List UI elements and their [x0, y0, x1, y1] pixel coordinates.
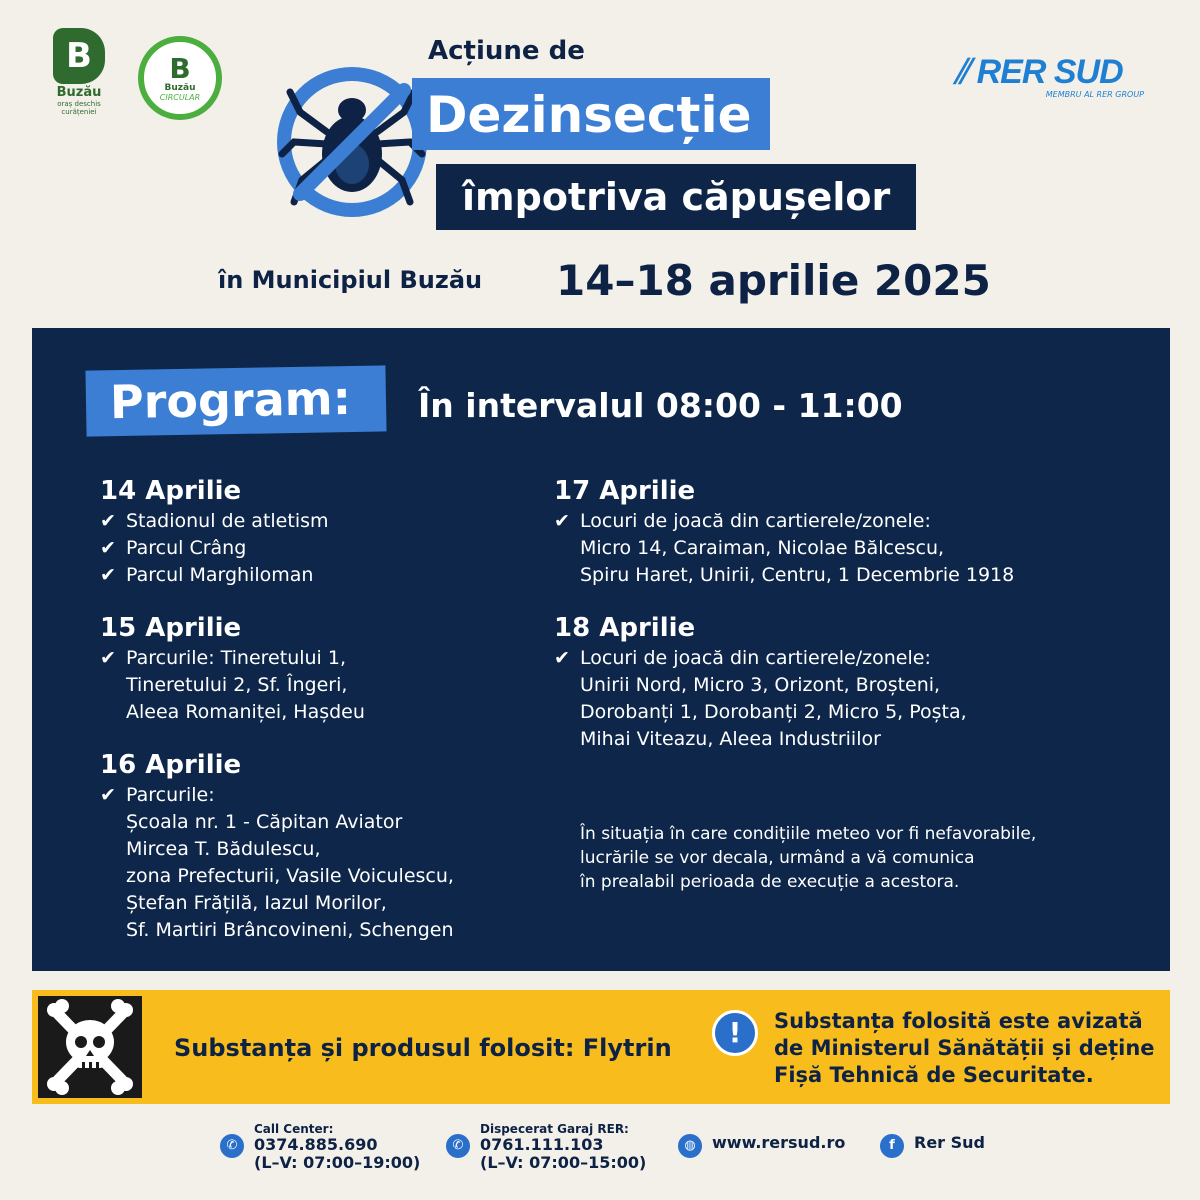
weather-note-line: În situația în care condițiile meteo vor fi nefavorabile,	[580, 824, 1037, 844]
checkmark-icon: ✔	[554, 510, 570, 532]
rer-sud-logo	[954, 54, 1150, 104]
approval-text	[774, 1008, 1155, 1089]
globe-icon: ◍	[678, 1134, 702, 1158]
location-item	[100, 782, 454, 809]
location-text: Aleea Romaniței, Hașdeu	[126, 701, 365, 723]
location-item	[554, 672, 967, 699]
approval-line: Fișă Tehnică de Securitate.	[774, 1063, 1094, 1087]
location-text: Locuri de joacă din cartierele/zonele:	[580, 647, 931, 669]
location-text: Parcul Marghiloman	[126, 564, 314, 586]
day-block	[554, 613, 967, 753]
buzau-logo-tagline: oraș deschis curățeniei	[57, 100, 101, 116]
checkmark-icon: ✔	[100, 647, 116, 669]
circular-logo-mark: B	[169, 51, 191, 85]
location-item	[554, 645, 967, 672]
day-title: 18 Aprilie	[554, 613, 696, 643]
website-contact[interactable]	[678, 1134, 845, 1152]
location-item	[554, 699, 967, 726]
location-list	[100, 645, 365, 726]
facebook-icon: f	[880, 1134, 904, 1158]
day-block	[100, 476, 329, 589]
weather-note	[580, 822, 1036, 894]
location-item	[100, 809, 454, 836]
approval-line: de Ministerul Sănătății și deține	[774, 1036, 1155, 1060]
location-list	[554, 645, 967, 753]
circular-logo-tagline: CIRCULAR	[159, 92, 201, 102]
day-block	[100, 613, 365, 726]
location-item	[100, 699, 365, 726]
program-label: Program:	[85, 365, 386, 436]
day-title: 16 Aprilie	[100, 750, 242, 780]
location-item	[100, 836, 454, 863]
buzau-circular-logo	[138, 36, 222, 120]
substance-label: Substanța și produsul folosit: Flytrin	[174, 1034, 672, 1062]
phone-icon: ✆	[220, 1134, 244, 1158]
buzau-logo	[44, 28, 114, 120]
location-text: Școala nr. 1 - Căpitan Aviator	[126, 811, 403, 833]
weather-note-line: lucrările se vor decala, urmând a vă comunica	[580, 848, 975, 868]
toxic-skull-icon	[38, 996, 142, 1098]
location-text: Stadionul de atletism	[126, 510, 329, 532]
checkmark-icon: ✔	[100, 510, 116, 532]
location-text: Parcul Crâng	[126, 537, 247, 559]
checkmark-icon: ✔	[100, 537, 116, 559]
contact-hours: (L–V: 07:00–15:00)	[480, 1153, 647, 1172]
campaign-place: în Municipiul Buzău	[218, 266, 483, 294]
program-interval: În intervalul 08:00 - 11:00	[418, 386, 903, 425]
location-item	[100, 562, 329, 589]
contact-label: Dispecerat Garaj RER:	[480, 1122, 629, 1136]
location-item	[554, 508, 1014, 535]
title-subtitle: împotriva căpușelor	[436, 164, 916, 230]
weather-note-line: în prealabil perioada de execuție a acestora.	[580, 872, 960, 892]
title-intro: Acțiune de	[428, 36, 585, 66]
checkmark-icon: ✔	[100, 784, 116, 806]
location-text: Dorobanți 1, Dorobanți 2, Micro 5, Poșta,	[580, 701, 967, 723]
location-text: Sf. Martiri Brâncovineni, Schengen	[126, 919, 454, 941]
exclamation-icon: !	[712, 1010, 758, 1056]
rer-logo-name: RER SUD	[976, 53, 1123, 91]
website-link[interactable]: www.rersud.ro	[712, 1133, 846, 1152]
circular-logo-name: Buzău	[164, 82, 196, 93]
location-item	[100, 672, 365, 699]
checkmark-icon: ✔	[100, 564, 116, 586]
location-text: Locuri de joacă din cartierele/zonele:	[580, 510, 931, 532]
location-text: Parcurile:	[126, 784, 215, 806]
location-text: Micro 14, Caraiman, Nicolae Bălcescu,	[580, 537, 945, 559]
phone-icon: ✆	[446, 1134, 470, 1158]
title-main: Dezinsecție	[412, 78, 770, 150]
location-item	[554, 562, 1014, 589]
checkmark-icon: ✔	[554, 647, 570, 669]
approval-line: Substanța folosită este avizată	[774, 1009, 1143, 1033]
tick-prohibited-icon	[272, 62, 432, 222]
day-title: 15 Aprilie	[100, 613, 242, 643]
location-list	[554, 508, 1014, 589]
facebook-contact[interactable]	[880, 1134, 985, 1152]
location-item	[100, 508, 329, 535]
location-text: Tineretului 2, Sf. Îngeri,	[126, 674, 348, 696]
day-block	[554, 476, 1014, 589]
location-text: Mircea T. Bădulescu,	[126, 838, 321, 860]
contact-phone[interactable]: 0761.111.103	[480, 1135, 604, 1154]
location-item	[100, 917, 454, 944]
location-item	[554, 726, 967, 753]
location-text: Spiru Haret, Unirii, Centru, 1 Decembrie 1918	[580, 564, 1015, 586]
location-item	[100, 890, 454, 917]
location-item	[554, 535, 1014, 562]
call-center-contact[interactable]	[220, 1122, 420, 1172]
buzau-logo-name: Buzău	[56, 85, 102, 100]
location-text: Ștefan Frățilă, Iazul Morilor,	[126, 892, 387, 914]
location-item	[100, 863, 454, 890]
location-text: zona Prefecturii, Vasile Voiculescu,	[126, 865, 454, 887]
rer-arrow-icon: ⫽	[954, 53, 977, 91]
garage-dispatch-contact[interactable]	[446, 1122, 646, 1172]
location-text: Mihai Viteazu, Aleea Industriilor	[580, 728, 881, 750]
location-text: Unirii Nord, Micro 3, Orizont, Broșteni,	[580, 674, 941, 696]
location-list	[100, 782, 454, 944]
rer-logo-tagline: MEMBRU AL RER GROUP	[1045, 90, 1144, 99]
buzau-logo-mark: B	[53, 28, 105, 84]
location-item	[100, 535, 329, 562]
campaign-dates: 14–18 aprilie 2025	[556, 256, 991, 305]
location-list	[100, 508, 329, 589]
day-title: 17 Aprilie	[554, 476, 696, 506]
contact-label: Call Center:	[254, 1122, 334, 1136]
location-text: Parcurile: Tineretului 1,	[126, 647, 347, 669]
day-title: 14 Aprilie	[100, 476, 242, 506]
facebook-link[interactable]: Rer Sud	[914, 1133, 985, 1152]
location-item	[100, 645, 365, 672]
contact-phone[interactable]: 0374.885.690	[254, 1135, 378, 1154]
day-block	[100, 750, 454, 944]
contact-hours: (L–V: 07:00–19:00)	[254, 1153, 421, 1172]
